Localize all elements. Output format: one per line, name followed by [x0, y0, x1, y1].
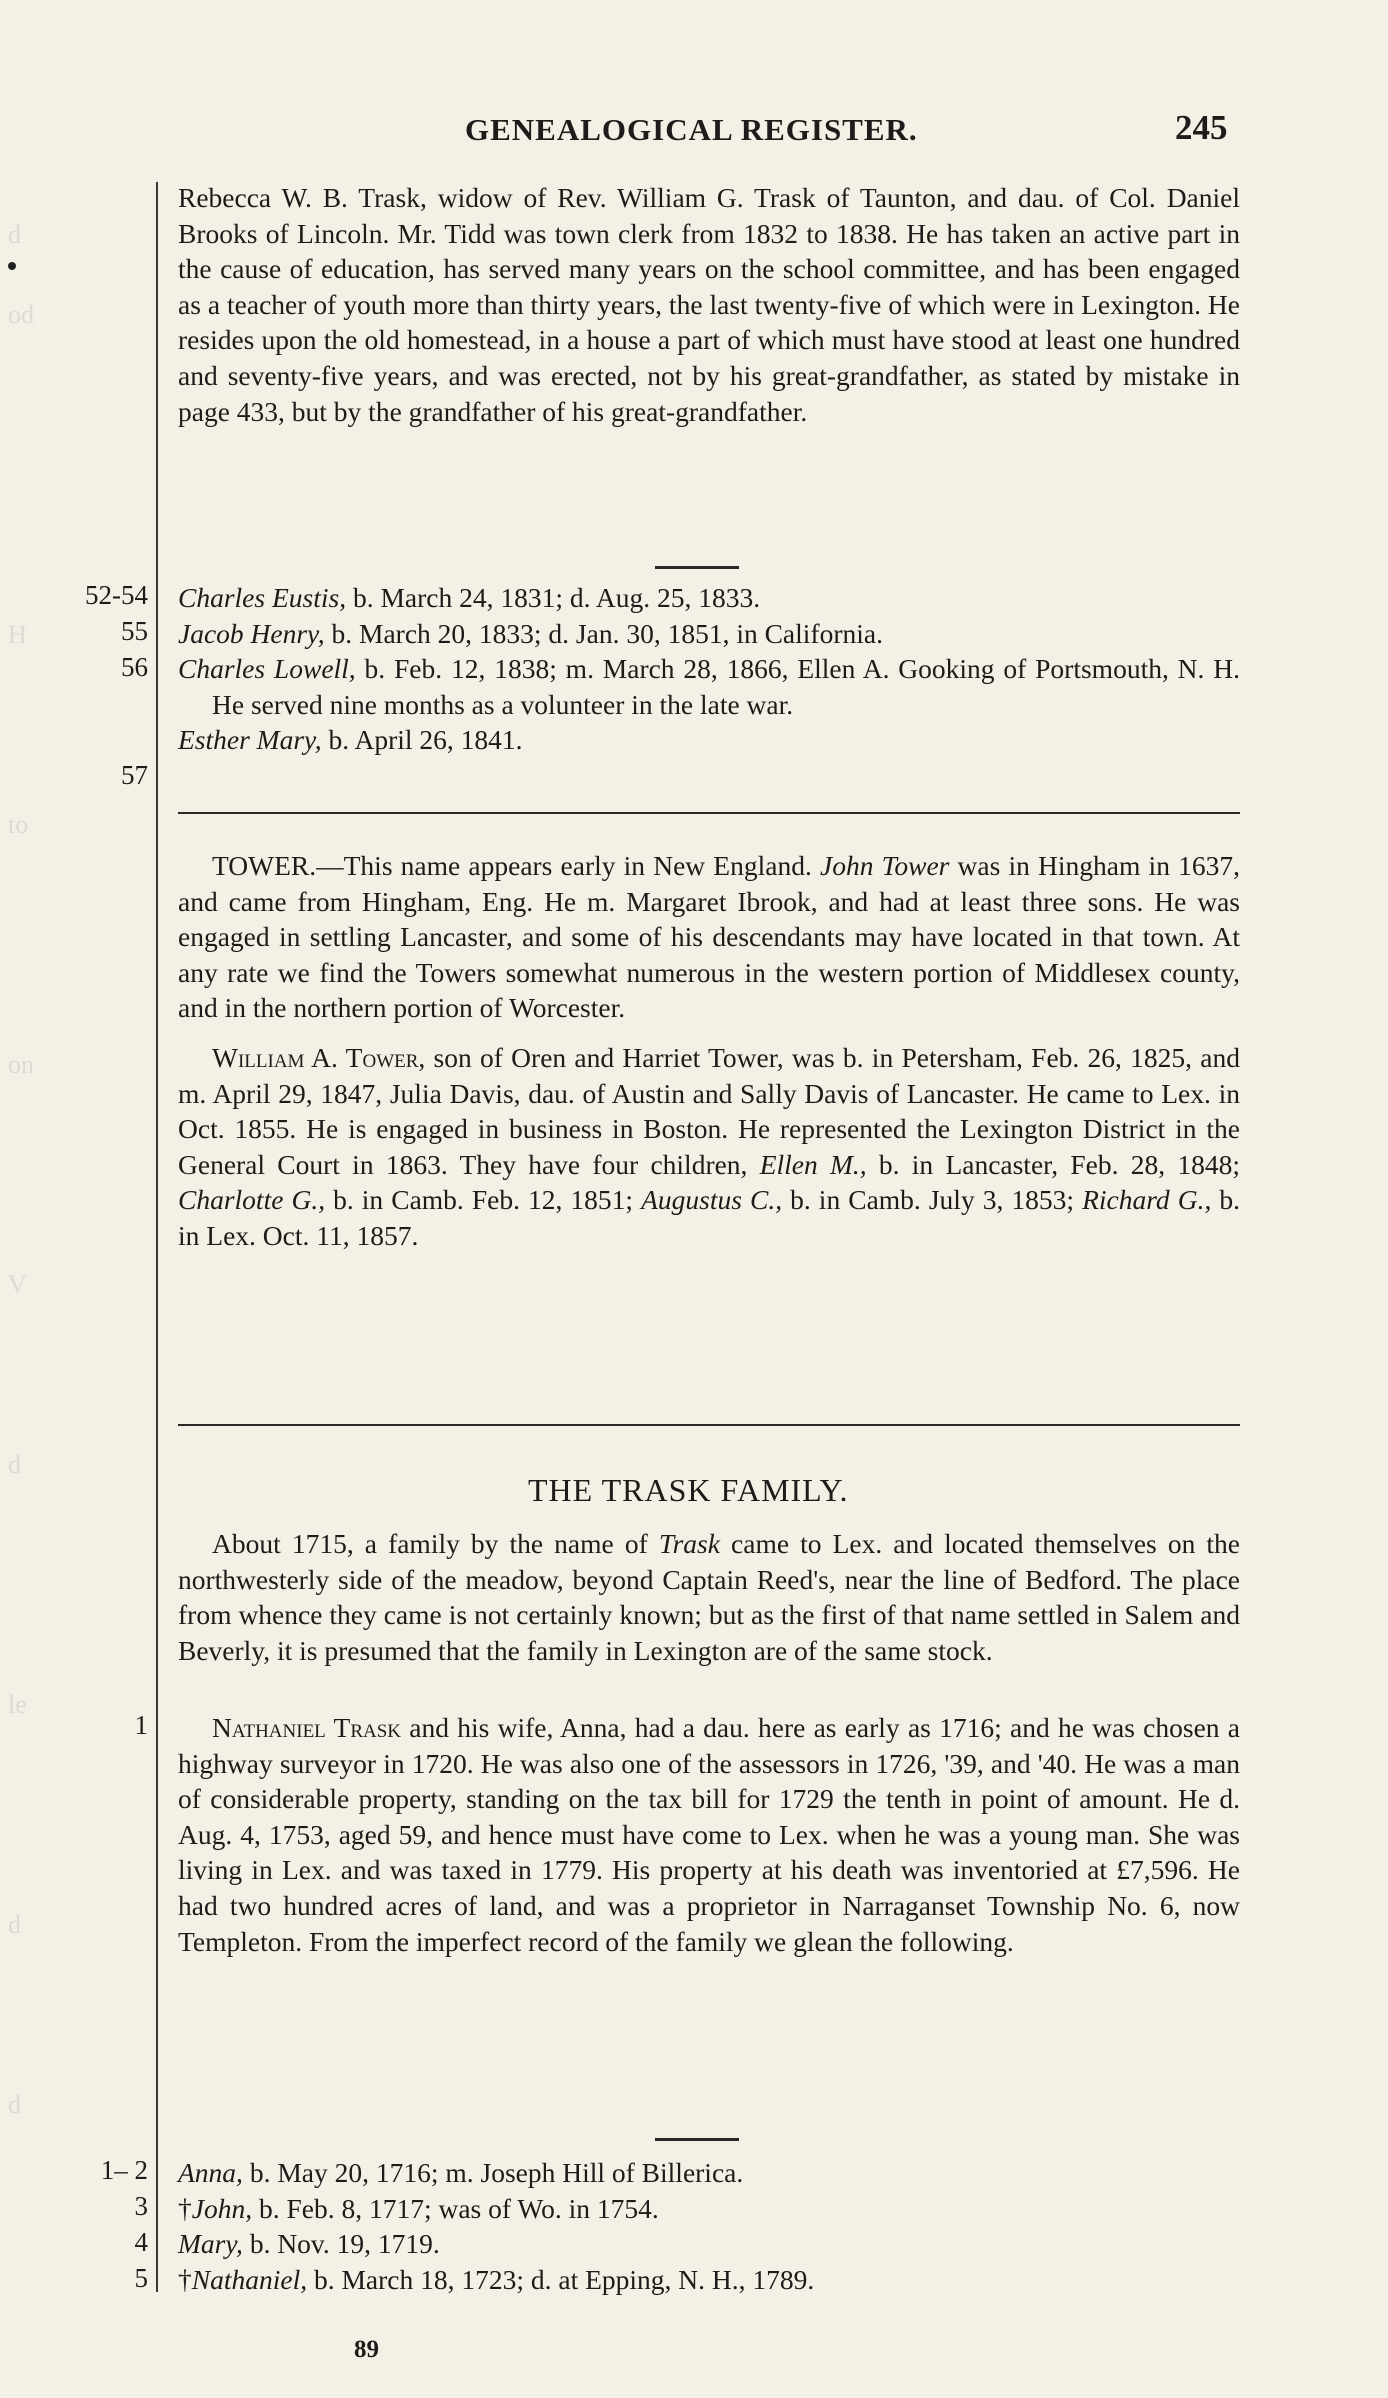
child-entry [178, 580, 1240, 616]
gutter-rule [156, 182, 158, 2292]
entry-number: 56 [121, 652, 148, 682]
trask-text: About 1715, a family by the name of [212, 1528, 659, 1559]
intro-text: Rebecca W. B. Trask, widow of Rev. William G. Trask of Taunton, and dau. of Col. Daniel Brooks of Lincoln. Mr. Tidd was town clerk from 1832 to 1838. He has taken an active part in the cause of education, has served many years on the school committee, and has been engaged as a teacher of youth more than thirty years, the last twenty-five of which were in Lexington. He resides upon the old homestead, in a house a part of which must have stood at least one hundred and seventy-five years, and was erected, not by his great-grandfather, as stated by mistake in page 433, but by the grandfather of his great-grandfather. [178, 182, 1240, 427]
child-entry [178, 2226, 1240, 2262]
page-number: 245 [1175, 108, 1228, 147]
trask-children-list [178, 2155, 1240, 2297]
tower-section [178, 848, 1240, 1254]
william-name: William A. Tower, [212, 1041, 426, 1073]
child-details: b. March 18, 1723; d. at Epping, N. H., 1789. [307, 2263, 815, 2295]
entry-number: 5 [134, 2263, 148, 2293]
child-entry [178, 651, 1240, 722]
short-rule [655, 2138, 739, 2141]
child-details: b. March 24, 1831; d. Aug. 25, 1833. [346, 582, 761, 613]
child-details: b. May 20, 1716; m. Joseph Hill of Billerica. [242, 2157, 744, 2188]
child-name: Nathaniel, [191, 2263, 308, 2295]
william-paragraph [178, 1040, 1240, 1254]
entry-number: 1– 2 [100, 2155, 148, 2185]
child-details: b. March 20, 1833; d. Jan. 30, 1851, in California. [324, 617, 883, 649]
entry-number: 55 [121, 616, 148, 646]
child-entry [178, 2191, 1240, 2227]
trask-text: came to Lex. and located themselves on the northwesterly side of the meadow, beyond Captain Reed's, near the line of Bedford. The place from whence they came is not certainly known; but as the first of that name settled in Salem and Beverly, it is presumed that the family in Lexington are of the same stock. [178, 1528, 1241, 1666]
child-details: b. Feb. 12, 1838; m. March 28, 1866, Ellen A. Gooking of Portsmouth, N. H. He served nine months as a volunteer in the late war. [212, 653, 1240, 720]
child-name: Charlotte G., [178, 1184, 326, 1216]
child-name: Esther Mary, [178, 724, 322, 756]
child-name: John, [191, 2192, 253, 2224]
tower-lead: TOWER.—This name appears early in New England. [212, 850, 820, 881]
intro-paragraph [178, 180, 1240, 429]
nathaniel-name: Nathaniel Trask [212, 1712, 402, 1743]
nathaniel-section [178, 1710, 1240, 1959]
tower-name: John Tower [820, 850, 950, 881]
nathaniel-paragraph [178, 1710, 1240, 1959]
entry-number: 1 [134, 1710, 148, 1740]
section-divider [178, 1424, 1240, 1426]
entry-number: 52-54 [85, 580, 148, 610]
bleed-through-text: d od H to on V d le d d [8, 220, 34, 2119]
child-name: Richard G., [1082, 1184, 1212, 1216]
child-name: Anna, [178, 2157, 243, 2188]
children-list [178, 580, 1240, 758]
child-entry [178, 616, 1240, 652]
child-name: Jacob Henry, [178, 617, 325, 649]
child-name: Mary, [178, 2228, 243, 2260]
child-name: Augustus C., [641, 1184, 783, 1216]
child-mark: † [178, 2192, 192, 2224]
trask-paragraph [178, 1526, 1240, 1668]
child-details: b. Feb. 8, 1717; was of Wo. in 1754. [252, 2192, 659, 2224]
nathaniel-text: and his wife, Anna, had a dau. here as early as 1716; and he was chosen a highway surveyor in 1720. He was also one of the assessors in 1726, '39, and '40. He was a man of considerable property, standing on the tax bill for 1729 the tenth in point of amount. He d. Aug. 4, 1753, aged 59, and hence must have come to Lex. when he was a young man. She was living in Lex. and was taxed in 1779. His property at his death was inventoried at £7,596. He had two hundred acres of land, and was a proprietor in Narraganset Township No. 6, now Templeton. From the imperfect record of the family we glean the following. [178, 1712, 1240, 1957]
william-text: son of Oren and Harriet Tower, was b. in Petersham, Feb. 26, 1825, and m. April 29, 1847, Julia Davis, dau. of Austin and Sally Davis of Lancaster. He came to Lex. in Oct. 1855. He is engaged in business in Boston. He represented the Lexington District in the General Court in 1863. They have four children, [178, 1041, 1241, 1180]
tower-paragraph [178, 848, 1240, 1026]
child-entry [178, 2262, 1240, 2298]
tower-text: was in Hingham in 1637, and came from Hingham, Eng. He m. Margaret Ibrook, and had at least three sons. He was engaged in settling Lancaster, and some of his descendants may have located in that town. At any rate we find the Towers somewhat numerous in the western portion of Middlesex county, and in the northern portion of Worcester. [178, 850, 1240, 1024]
section-title: THE TRASK FAMILY. [528, 1472, 849, 1508]
child-mark: † [178, 2263, 192, 2295]
child-details: b. Nov. 19, 1719. [242, 2228, 440, 2260]
child-name: Ellen M., [759, 1148, 867, 1180]
trask-name: Trask [658, 1528, 720, 1559]
margin-dot [8, 262, 16, 270]
child-details: b. in Lancaster, Feb. 28, 1848; [866, 1148, 1240, 1180]
child-details: b. in Lex. Oct. 11, 1857. [178, 1184, 1240, 1251]
entry-number: 57 [121, 760, 148, 790]
child-details: b. in Camb. July 3, 1853; [782, 1184, 1083, 1216]
child-name: Charles Eustis, [178, 582, 347, 613]
signature-mark: 89 [354, 2336, 379, 2363]
running-header: GENEALOGICAL REGISTER. [465, 112, 918, 147]
child-details: b. April 26, 1841. [321, 724, 523, 756]
child-name: Charles Lowell, [178, 653, 356, 685]
child-details: b. in Camb. Feb. 12, 1851; [325, 1184, 642, 1216]
child-entry [178, 722, 1240, 758]
entry-number: 4 [134, 2227, 148, 2257]
trask-intro [178, 1526, 1240, 1668]
section-divider [178, 812, 1240, 814]
short-rule [655, 566, 739, 569]
entry-number: 3 [134, 2191, 148, 2221]
child-entry [178, 2155, 1240, 2191]
